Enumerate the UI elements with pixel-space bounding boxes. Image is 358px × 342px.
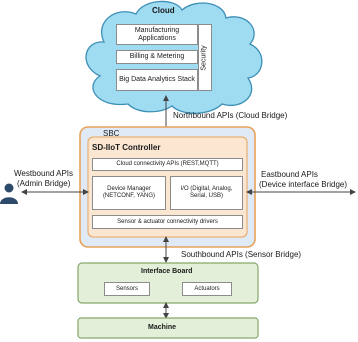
user-icon bbox=[0, 184, 18, 205]
device-manager-box: Device Manager (NETCONF, YANG) bbox=[92, 176, 166, 210]
cloud-title: Cloud bbox=[152, 6, 175, 15]
actuators-box: Actuators bbox=[182, 282, 232, 296]
manufacturing-apps-box: Manufacturing Applications bbox=[116, 24, 198, 45]
southbound-label: Southbound APIs (Sensor Bridge) bbox=[181, 250, 302, 259]
cloud-connectivity-box: Cloud connectivity APIs (REST,MQTT) bbox=[92, 158, 243, 171]
westbound-label-1: Westbound APIs bbox=[14, 169, 73, 178]
big-data-box: Big Data Analytics Stack bbox=[116, 69, 198, 91]
billing-metering-box: Billing & Metering bbox=[116, 50, 198, 64]
security-label: Security bbox=[201, 44, 209, 71]
machine-label: Machine bbox=[148, 324, 177, 331]
io-box: I/O (Digital, Analog, Serial, USB) bbox=[170, 176, 243, 210]
eastbound-label-1: Eastbound APIs bbox=[261, 170, 318, 179]
sensors-box: Sensors bbox=[104, 282, 150, 296]
westbound-label-2: (Admin Bridge) bbox=[17, 179, 71, 188]
controller-title: SD-IIoT Controller bbox=[92, 143, 161, 152]
eastbound-label-2: (Device interface Bridge) bbox=[259, 180, 348, 189]
security-box bbox=[198, 24, 212, 91]
interface-board-title: Interface Board bbox=[141, 268, 193, 275]
drivers-box: Sensor & actuator connectivity drivers bbox=[92, 215, 243, 229]
northbound-label: Northbound APIs (Cloud Bridge) bbox=[173, 111, 288, 120]
sbc-label: SBC bbox=[103, 129, 120, 138]
